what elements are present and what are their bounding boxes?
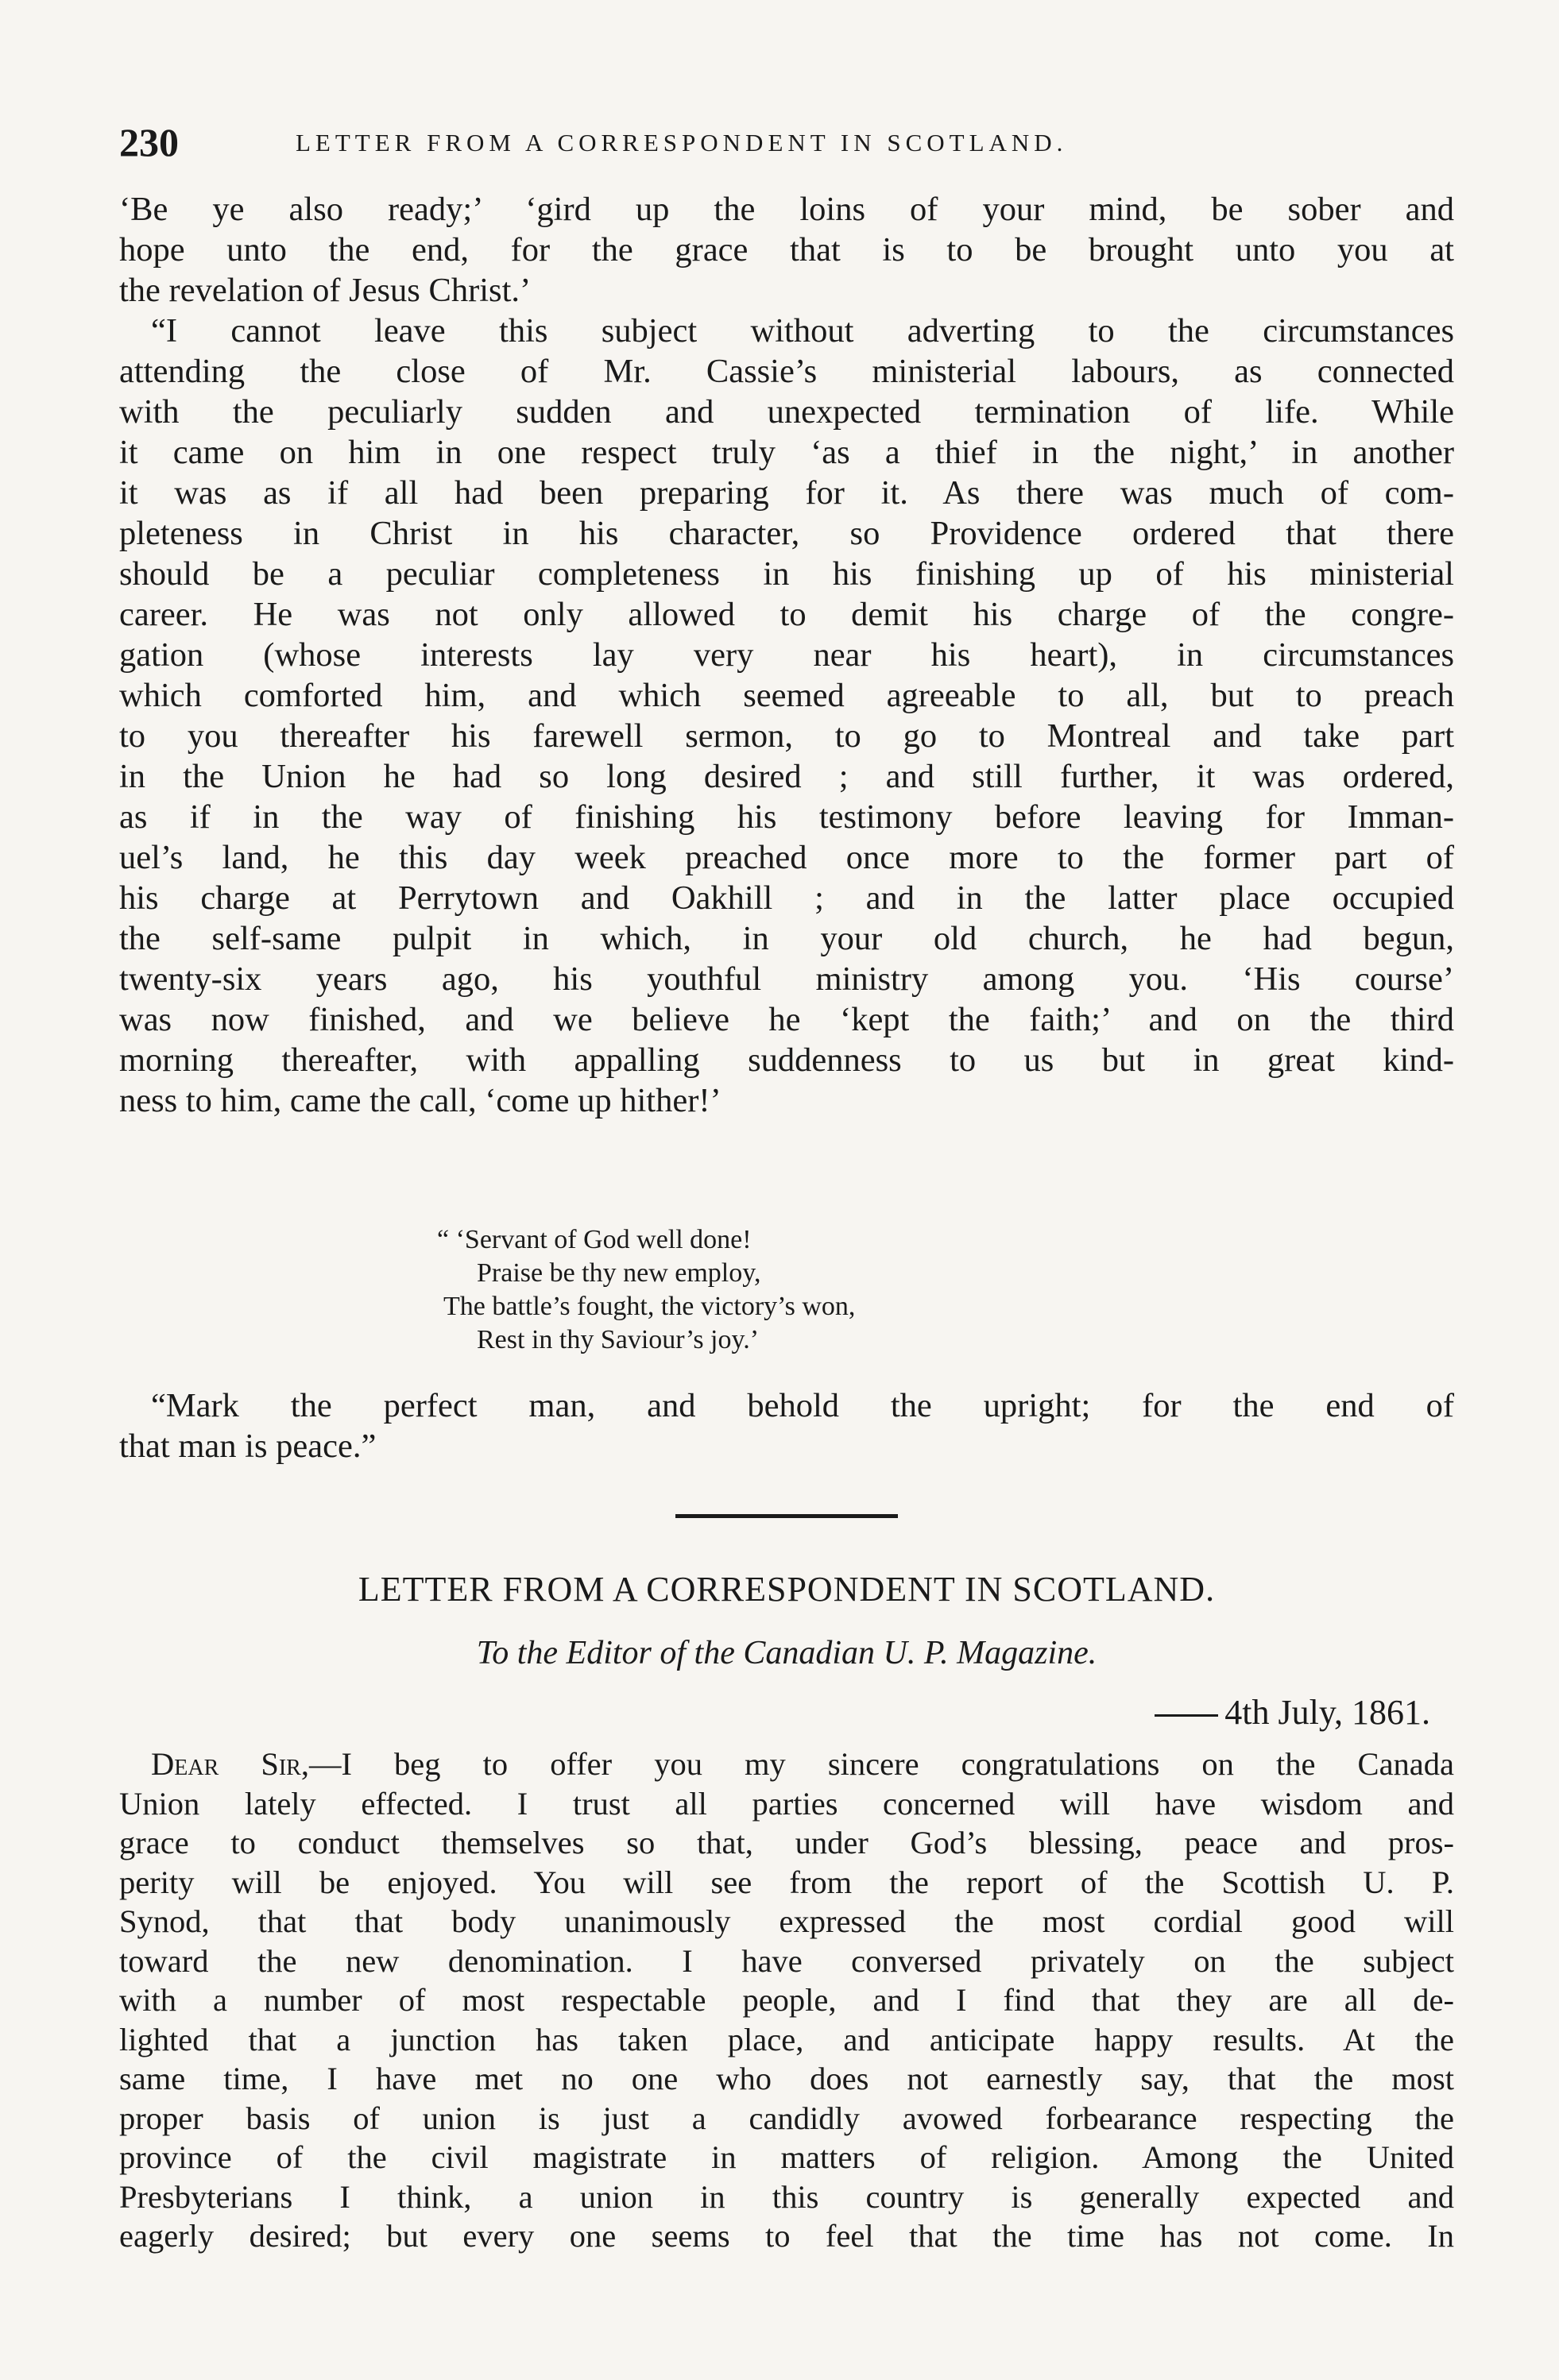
article-addressee: To the Editor of the Canadian U. P. Magazine. bbox=[476, 1635, 1097, 1671]
text-line: in the Union he had so long desired ; and still further, it was ordered, bbox=[119, 758, 1454, 795]
section-divider bbox=[675, 1514, 898, 1518]
text-line: was now finished, and we believe he ‘kept the faith;’ and on the third bbox=[119, 1001, 1454, 1038]
text-line: gation (whose interests lay very near his heart), in circumstances bbox=[119, 636, 1454, 674]
text-line: Presbyterians I think, a union in this country is generally expected and bbox=[119, 2178, 1454, 2215]
quote-paragraph-2 bbox=[119, 311, 1454, 1121]
text-line: Synod, that that body unanimously expressed the most cordial good will bbox=[119, 1903, 1454, 1939]
text-line: the self-same pulpit in which, in your old church, he had begun, bbox=[119, 920, 1454, 957]
text-line: that man is peace.” bbox=[119, 1428, 377, 1465]
verse-line: “ ‘Servant of God well done! bbox=[437, 1225, 752, 1254]
hymn-verse bbox=[437, 1223, 855, 1357]
running-head bbox=[119, 119, 1454, 175]
text-line: “Mark the perfect man, and behold the upright; for the end of bbox=[151, 1387, 1454, 1424]
dateline-dash bbox=[1155, 1714, 1218, 1717]
text-line: as if in the way of finishing his testimony before leaving for Imman- bbox=[119, 798, 1454, 836]
text-line: province of the civil magistrate in matters of religion. Among the United bbox=[119, 2139, 1454, 2175]
letter-body bbox=[119, 1744, 1454, 2256]
verse-line: The battle’s fought, the victory’s won, bbox=[443, 1292, 856, 1321]
text-line: the revelation of Jesus Christ.’ bbox=[119, 272, 532, 309]
text-line bbox=[119, 1744, 1454, 1784]
text-line: his charge at Perrytown and Oakhill ; and in the latter place occupied bbox=[119, 879, 1454, 917]
text-line: morning thereafter, with appalling suddenness to us but in great kind- bbox=[119, 1041, 1454, 1079]
text-line: “I cannot leave this subject without adverting to the circumstances bbox=[151, 312, 1454, 350]
text-line: ‘Be ye also ready;’ ‘gird up the loins of your mind, be sober and bbox=[119, 191, 1454, 228]
text-line: hope unto the end, for the grace that is to be brought unto you at bbox=[119, 231, 1454, 269]
text-line: it came on him in one respect truly ‘as a thief in the night,’ in another bbox=[119, 434, 1454, 471]
text-line: ness to him, came the call, ‘come up hither!’ bbox=[119, 1082, 721, 1119]
text-line: to you thereafter his farewell sermon, to go to Montreal and take part bbox=[119, 717, 1454, 755]
text-line: perity will be enjoyed. You will see from the report of the Scottish U. P. bbox=[119, 1864, 1454, 1900]
text-line: grace to conduct themselves so that, under God’s blessing, peace and pros- bbox=[119, 1825, 1454, 1860]
article-title: LETTER FROM A CORRESPONDENT IN SCOTLAND. bbox=[358, 1570, 1216, 1609]
verse-line: Praise be thy new employ, bbox=[477, 1258, 761, 1288]
text-line: eagerly desired; but every one seems to feel that the time has not come. In bbox=[119, 2218, 1454, 2254]
text-line: career. He was not only allowed to demit his charge of the congre- bbox=[119, 596, 1454, 633]
text-line: twenty-six years ago, his youthful ministry among you. ‘His course’ bbox=[119, 960, 1454, 998]
closing-quote bbox=[119, 1385, 1454, 1466]
text-line: Union lately effected. I trust all parties concerned will have wisdom and bbox=[119, 1785, 1454, 1822]
text-line: toward the new denomination. I have conversed privately on the subject bbox=[119, 1942, 1454, 1979]
letter-first-line: —I beg to offer you my sincere congratulations on the Canada bbox=[308, 1746, 1454, 1782]
text-line: uel’s land, he this day week preached once more to the former part of bbox=[119, 839, 1454, 876]
text-line: same time, I have met no one who does not earnestly say, that the most bbox=[119, 2061, 1454, 2096]
page-number: 230 bbox=[119, 120, 179, 164]
text-line: it was as if all had been preparing for it. As there was much of com- bbox=[119, 474, 1454, 512]
verse-line: Rest in thy Saviour’s joy.’ bbox=[477, 1325, 760, 1354]
dateline-date: 4th July, 1861. bbox=[1224, 1693, 1430, 1732]
text-line: which comforted him, and which seemed agreeable to all, but to preach bbox=[119, 677, 1454, 714]
text-line: should be a peculiar completeness in his finishing up of his ministerial bbox=[119, 555, 1454, 593]
text-line: with the peculiarly sudden and unexpected termination of life. While bbox=[119, 393, 1454, 431]
text-line: attending the close of Mr. Cassie’s ministerial labours, as connected bbox=[119, 353, 1454, 390]
text-line: proper basis of union is just a candidly avowed forbearance respecting the bbox=[119, 2100, 1454, 2136]
text-line: with a number of most respectable people, and I find that they are all de- bbox=[119, 1982, 1454, 2018]
dateline bbox=[1155, 1692, 1430, 1733]
quote-paragraph-1 bbox=[119, 189, 1454, 311]
running-head-title: LETTER FROM A CORRESPONDENT IN SCOTLAND. bbox=[296, 129, 1068, 156]
text-line: lighted that a junction has taken place, and anticipate happy results. At the bbox=[119, 2021, 1454, 2057]
salutation: Dear Sir, bbox=[151, 1746, 309, 1782]
text-line: pleteness in Christ in his character, so Providence ordered that there bbox=[119, 515, 1454, 552]
